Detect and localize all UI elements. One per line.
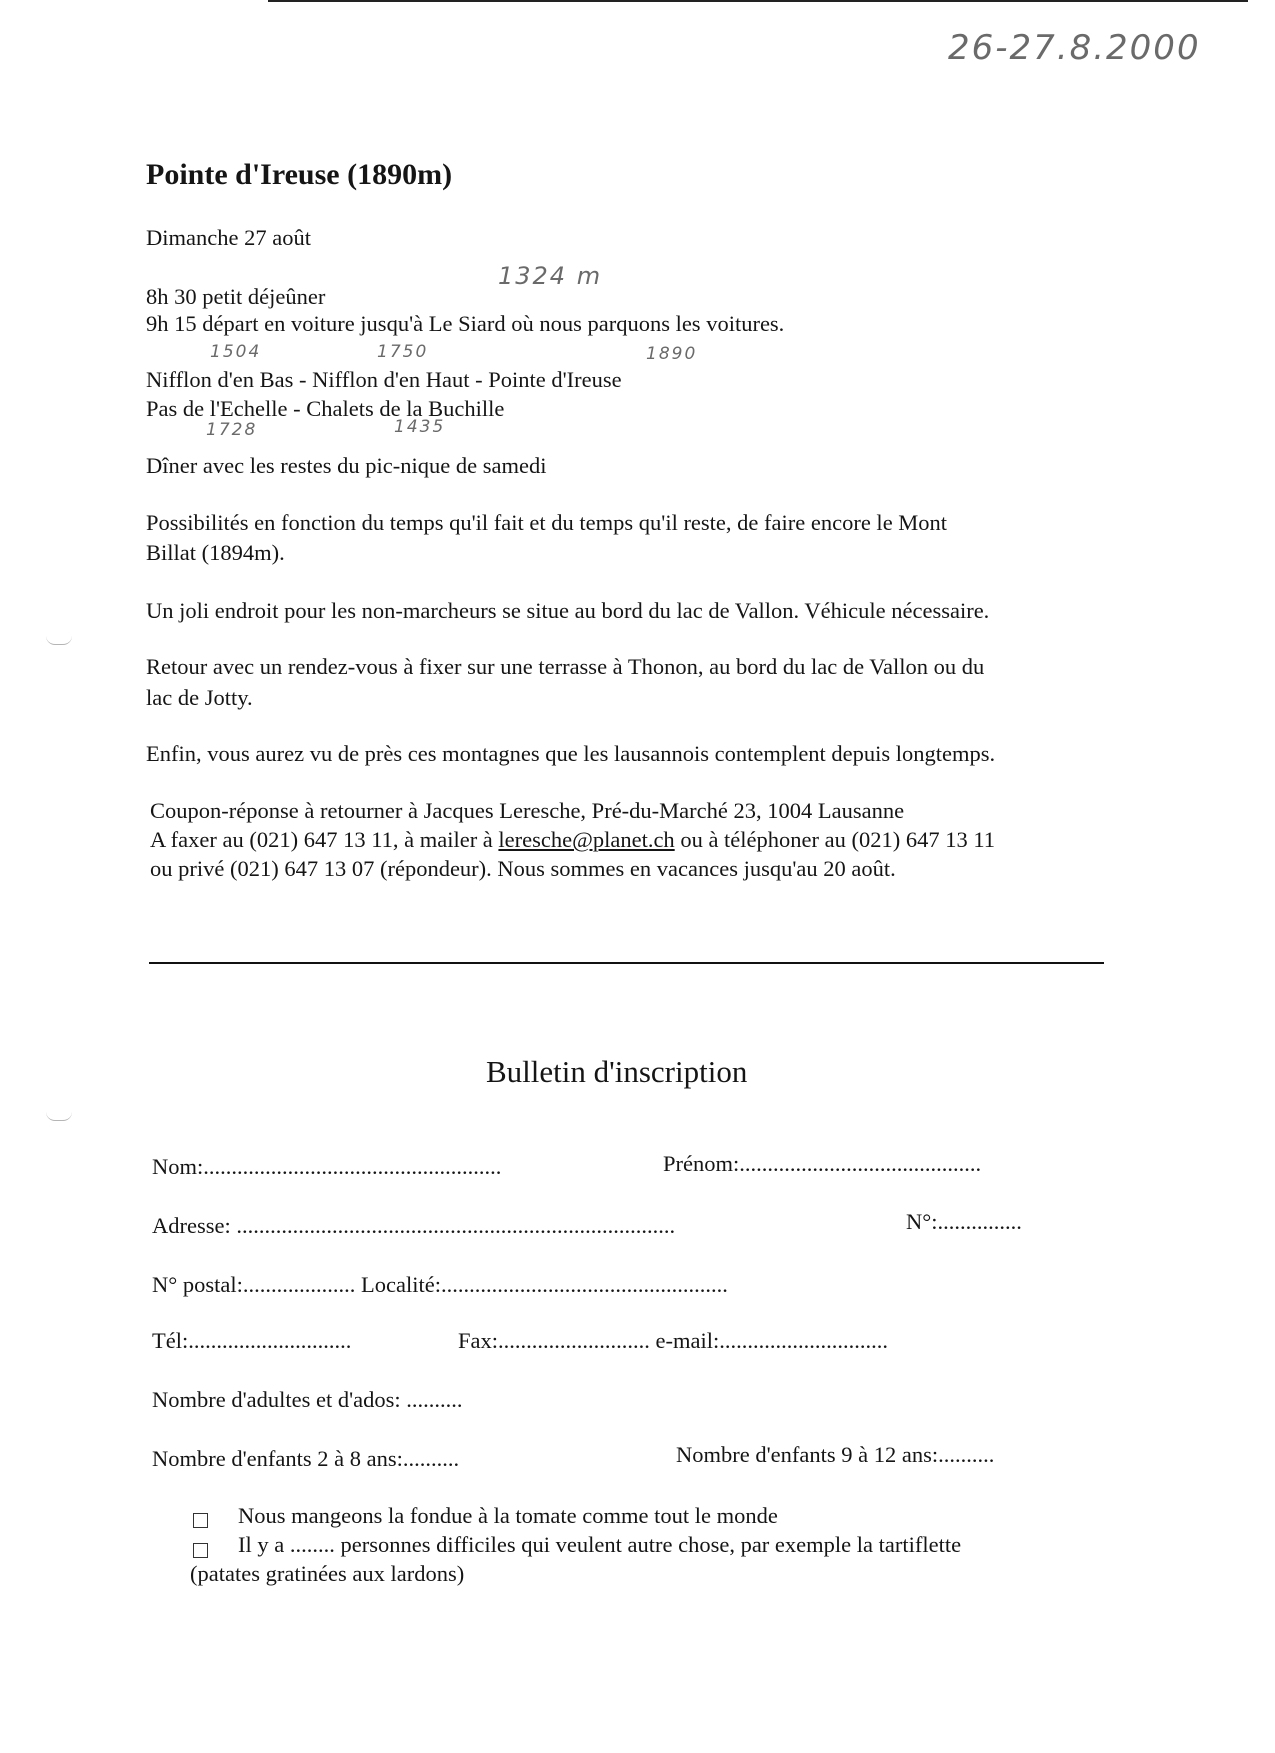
- handwritten-altitude: 1728: [206, 420, 258, 440]
- day-line: Dimanche 27 août: [146, 225, 311, 250]
- return-line: Retour avec un rendez-vous à fixer sur une terrasse à Thonon, au bord du lac de Vallon ou du: [146, 654, 985, 679]
- prenom-field[interactable]: Prénom:...........................................: [663, 1151, 982, 1176]
- page-title: Pointe d'Ireuse (1890m): [146, 158, 453, 191]
- adresse-field[interactable]: Adresse: ..............................................................................: [152, 1213, 676, 1238]
- coupon-line: [150, 825, 995, 854]
- schedule-line: 9h 15 départ en voiture jusqu'à Le Siard où nous parquons les voitures.: [146, 311, 785, 336]
- handwritten-altitude: 1890: [646, 344, 698, 364]
- numero-field[interactable]: N°:...............: [906, 1209, 1022, 1234]
- scan-mark: [46, 1112, 72, 1121]
- handwritten-altitude: 1750: [377, 342, 429, 362]
- schedule-line: 8h 30 petit déjeûner: [146, 284, 326, 309]
- fax-email-field[interactable]: Fax:........................... e-mail:..............................: [458, 1328, 888, 1353]
- coupon-text: ou à téléphoner au (021) 647 13 11: [674, 827, 996, 852]
- coupon-line: ou privé (021) 647 13 07 (répondeur). Nous sommes en vacances jusqu'au 20 août.: [150, 856, 896, 881]
- coupon-line: Coupon-réponse à retourner à Jacques Leresche, Pré-du-Marché 23, 1004 Lausanne: [150, 798, 905, 823]
- email-link[interactable]: leresche@planet.ch: [498, 827, 675, 852]
- possibilities-line: Possibilités en fonction du temps qu'il fait et du temps qu'il reste, de faire encore le Mont: [146, 510, 948, 535]
- lunch-line: Dîner avec les restes du pic-nique de samedi: [146, 453, 547, 478]
- other-food-checkbox[interactable]: [193, 1543, 208, 1558]
- kids-2-8-field[interactable]: Nombre d'enfants 2 à 8 ans:..........: [152, 1446, 460, 1471]
- finally-line: Enfin, vous aurez vu de près ces montagnes que les lausannois contemplent depuis longtemps.: [146, 741, 996, 766]
- kids-9-12-field[interactable]: Nombre d'enfants 9 à 12 ans:..........: [676, 1442, 995, 1467]
- other-food-option-label: Il y a ........ personnes difficiles qui veulent autre chose, par exemple la tartiflette: [238, 1532, 962, 1557]
- handwritten-altitude: 1435: [394, 417, 446, 437]
- return-line: lac de Jotty.: [146, 685, 253, 710]
- handwritten-date: 26-27.8.2000: [948, 28, 1201, 68]
- non-walkers-line: Un joli endroit pour les non-marcheurs se situe au bord du lac de Vallon. Véhicule nécessaire.: [146, 598, 990, 623]
- other-food-option-continued: (patates gratinées aux lardons): [190, 1561, 465, 1586]
- handwritten-altitude: 1504: [210, 342, 262, 362]
- fondue-checkbox[interactable]: [193, 1513, 208, 1528]
- scan-top-edge: [268, 0, 1248, 2]
- nom-field[interactable]: Nom:.....................................................: [152, 1154, 502, 1179]
- tel-field[interactable]: Tél:.............................: [152, 1328, 352, 1353]
- postal-locality-field[interactable]: N° postal:.................... Localité:...................................................: [152, 1272, 728, 1297]
- separator-rule: [149, 962, 1104, 964]
- route-line: Pas de l'Echelle - Chalets de la Buchille: [146, 396, 505, 421]
- adults-field[interactable]: Nombre d'adultes et d'ados: ..........: [152, 1387, 463, 1412]
- scan-mark: [46, 636, 72, 645]
- handwritten-altitude-start: 1324 m: [498, 262, 603, 290]
- coupon-text: A faxer au (021) 647 13 11, à mailer à: [150, 827, 499, 852]
- route-line: Nifflon d'en Bas - Nifflon d'en Haut - Pointe d'Ireuse: [146, 367, 622, 392]
- fondue-option-label: Nous mangeons la fondue à la tomate comme tout le monde: [238, 1503, 778, 1528]
- form-heading: Bulletin d'inscription: [486, 1054, 748, 1089]
- possibilities-line: Billat (1894m).: [146, 540, 285, 565]
